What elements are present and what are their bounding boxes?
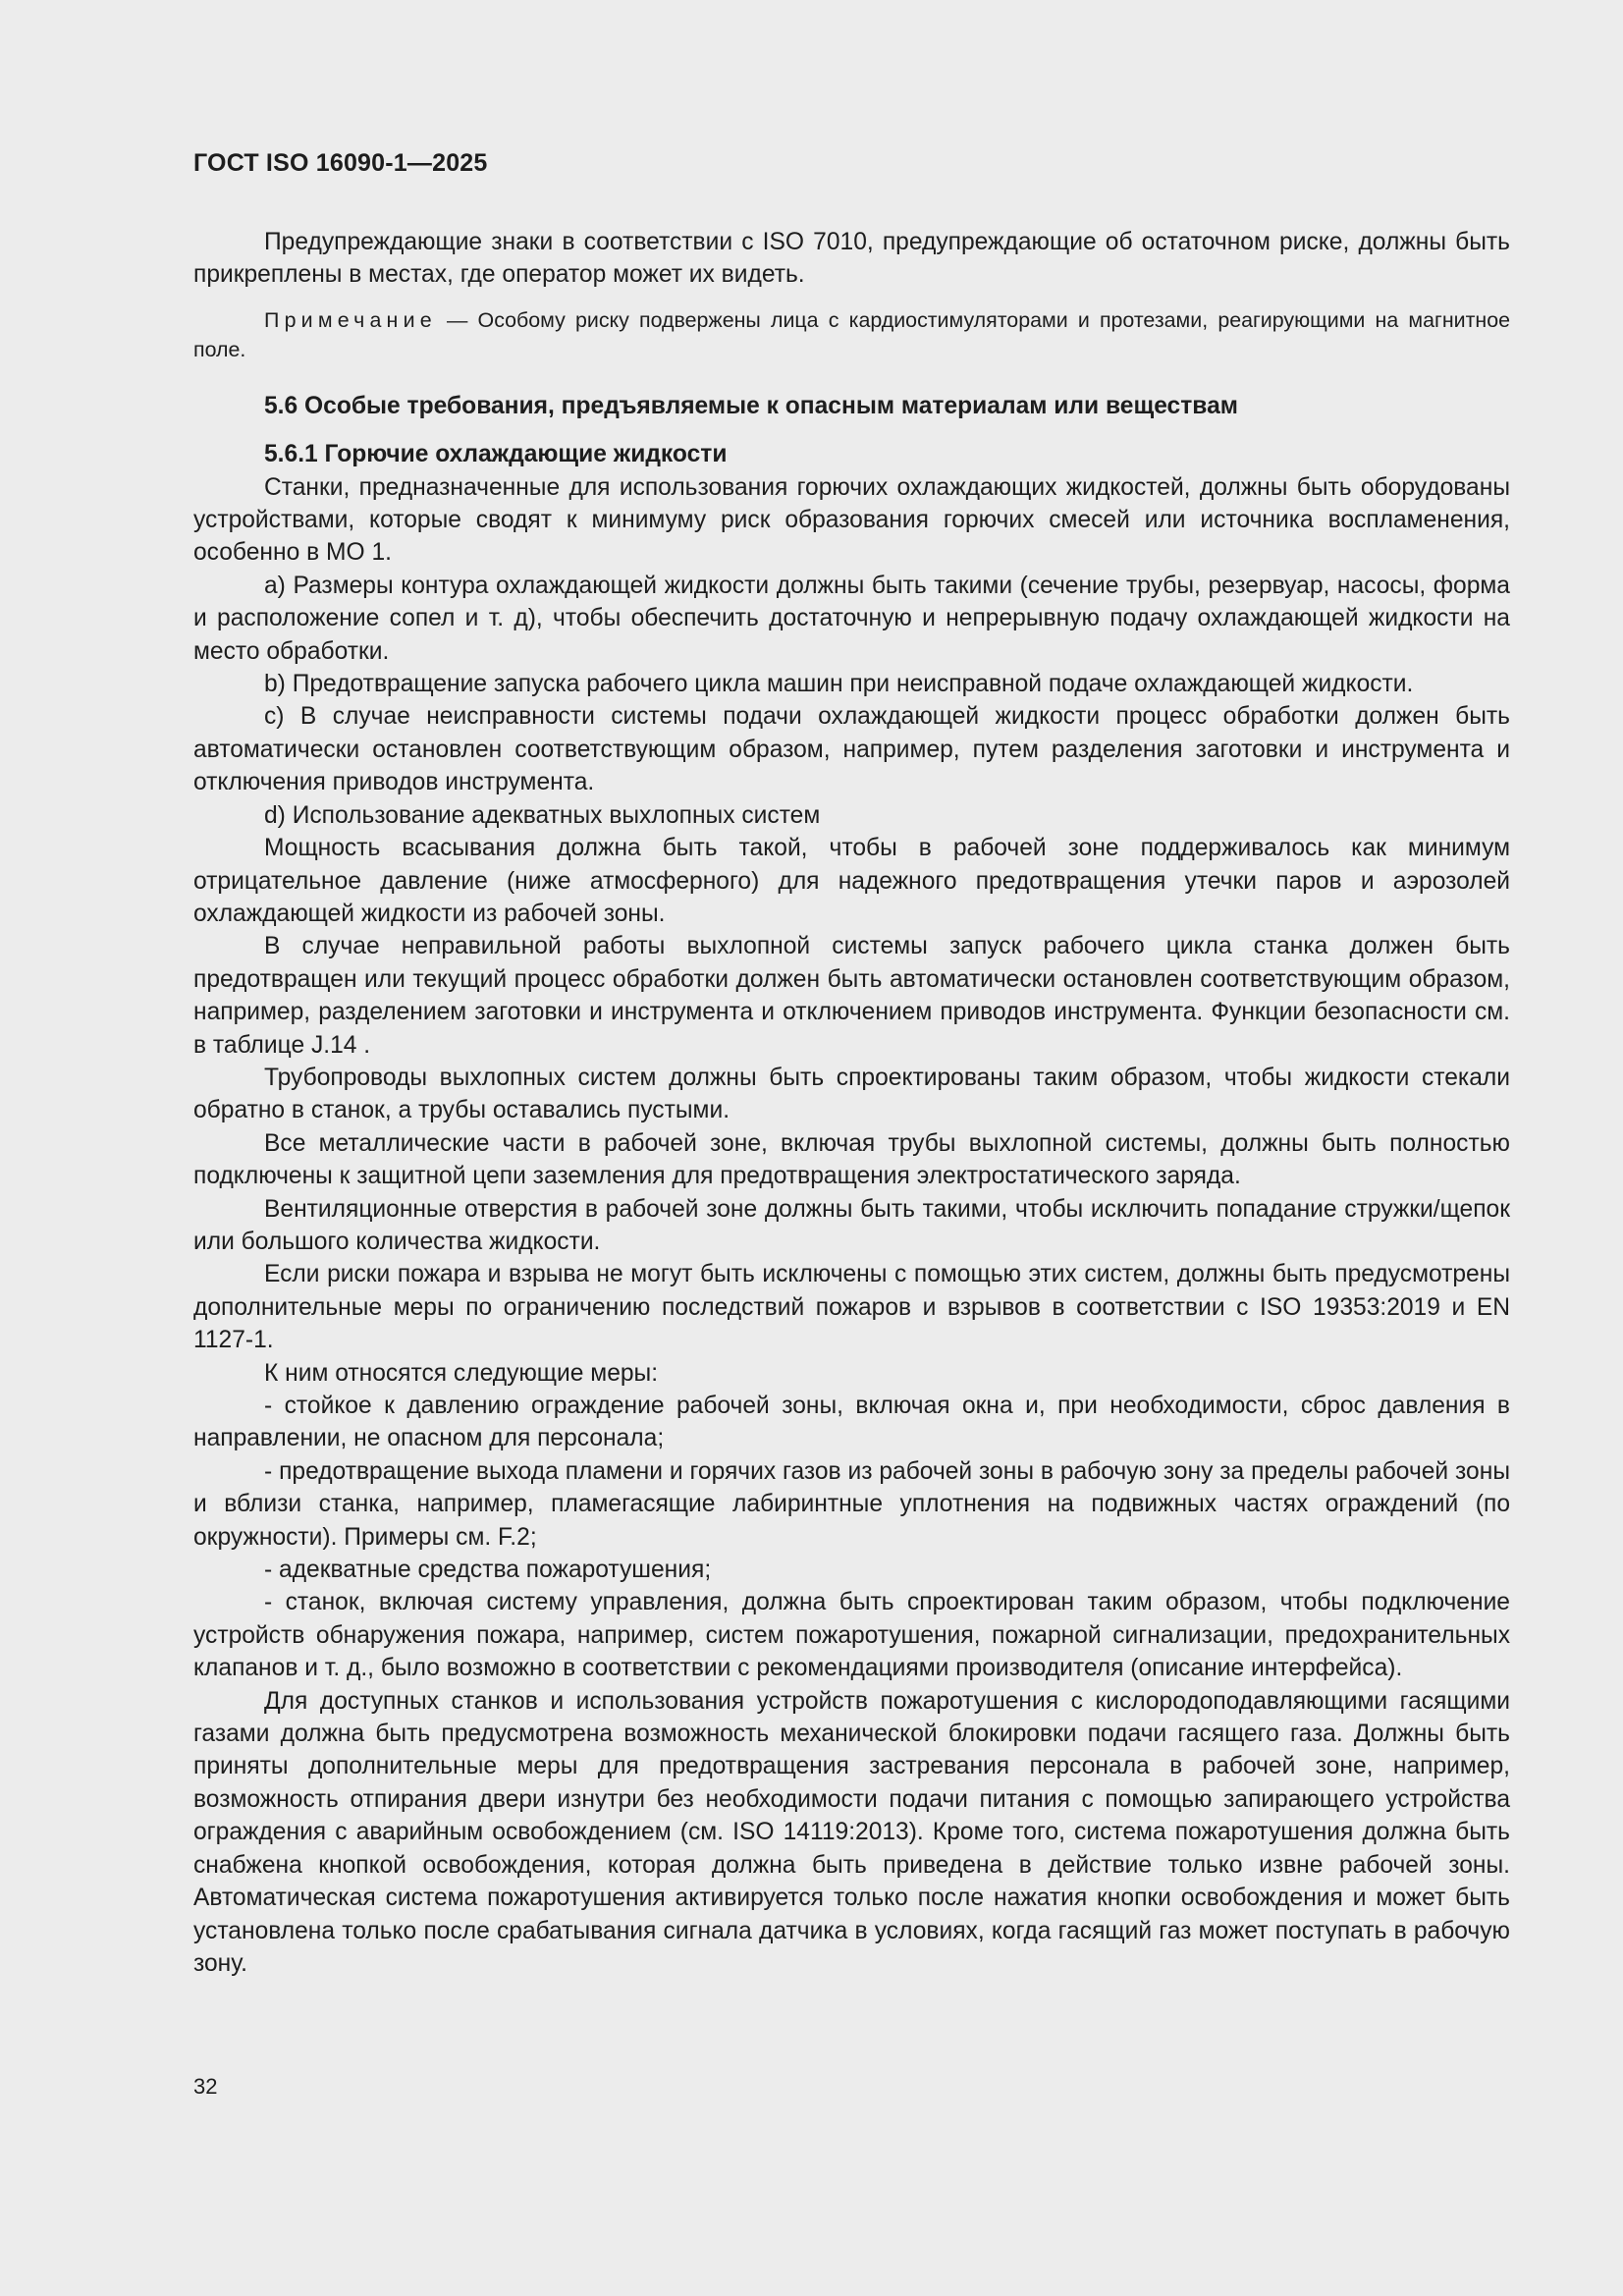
body-paragraph: К ним относятся следующие меры:: [264, 1359, 659, 1387]
body-paragraph: Все металлические части в рабочей зоне, включая трубы выхлопной системы, должны быть полностью подключены к защитной цепи заземления для предотвращения электростатического заряда.: [193, 1129, 1510, 1190]
intro-paragraph: Предупреждающие знаки в соответствии с ISO 7010, предупреждающие об остаточном риске, должны быть прикреплены в местах, где оператор может их видеть.: [193, 229, 1510, 289]
dash-list-item: - предотвращение выхода пламени и горячих газов из рабочей зоны в рабочую зону за пределы рабочей зоны и вблизи станка, например, пламегасящие лабиринтные уплотнения на подвижных частях ограждений (по окружности). Примеры см. F.2;: [193, 1457, 1510, 1551]
dash-list-item: - станок, включая систему управления, должна быть спроектирован таким образом, чтобы подключение устройств обнаружения пожара, например, систем пожаротушения, пожарной сигнализации, предохранительных клапанов и т. д., было возможно в соответствии с рекомендациями производителя (описание интерфейса).: [193, 1589, 1510, 1682]
document-header: ГОСТ ISO 16090-1—2025: [193, 149, 488, 177]
body-paragraph: В случае неправильной работы выхлопной системы запуск рабочего цикла станка должен быть предотвращен или текущий процесс обработки должен быть автоматически остановлен соответствующим образом, например, разделением заготовки и инструмента и отключением приводов инструмента. Функции безопасности см. в таблице J.14 .: [193, 933, 1510, 1059]
note-text: — Особому риску подвержены лица с кардиостимуляторами и протезами, реагирующими на магнитное поле.: [193, 307, 1510, 361]
dash-list-item: - стойкое к давлению ограждение рабочей зоны, включая окна и, при необходимости, сброс давления в направлении, не опасном для персонала;: [193, 1393, 1510, 1452]
section-heading: 5.6 Особые требования, предъявляемые к опасным материалам или веществам: [264, 392, 1238, 419]
body-paragraph: Трубопроводы выхлопных систем должны быть спроектированы таким образом, чтобы жидкости стекали обратно в станок, а трубы оставались пустыми.: [193, 1064, 1510, 1124]
list-item-c: c) В случае неисправности системы подачи охлаждающей жидкости процесс обработки должен быть автоматически остановлен соответствующим образом, например, путем разделения заготовки и инструмента и отключения приводов инструмента.: [193, 703, 1510, 796]
body-paragraph: Для доступных станков и использования устройств пожаротушения с кислородоподавляющими гасящими газами должна быть предусмотрена возможность механической блокировки подачи гасящего газа. Должны быть приняты дополнительные меры для предотвращения застревания персонала в рабочей зоне, например, возможность отпирания двери изнутри без необходимости подачи питания с помощью запирающего устройства ограждения с аварийным освобождением (см. ISO 14119:2013). Кроме того, система пожаротушения должна быть снабжена кнопкой освобождения, которая должна быть приведена в действие только извне рабочей зоны. Автоматическая система пожаротушения активируется только после нажатия кнопки освобождения и может быть установлена только после срабатывания сигнала датчика в условиях, когда гасящий газ может поступать в рабочую зону.: [193, 1687, 1510, 1977]
page-number: 32: [193, 2074, 218, 2099]
subsection-heading: 5.6.1 Горючие охлаждающие жидкости: [264, 441, 728, 468]
body-paragraph: Мощность всасывания должна быть такой, чтобы в рабочей зоне поддерживалось как минимум отрицательное давление (ниже атмосферного) для надежного предотвращения утечки паров и аэрозолей охлаждающей жидкости из рабочей зоны.: [193, 835, 1510, 927]
list-item-a: a) Размеры контура охлаждающей жидкости должны быть такими (сечение трубы, резервуар, насосы, форма и расположение сопел и т. д), чтобы обеспечить достаточную и непрерывную подачу охлаждающей жидкости на место обработки.: [193, 572, 1510, 665]
body-paragraph: Если риски пожара и взрыва не могут быть исключены с помощью этих систем, должны быть предусмотрены дополнительные меры по ограничению последствий пожаров и взрывов в соответствии с ISO 19353:2019 и EN 1127-1.: [193, 1261, 1510, 1354]
note: [193, 305, 1510, 364]
list-item-d: d) Использование адекватных выхлопных систем: [264, 801, 821, 829]
body-paragraph: Вентиляционные отверстия в рабочей зоне должны быть такими, чтобы исключить попадание стружки/щепок или большого количества жидкости.: [193, 1195, 1510, 1255]
note-label: Примечание: [264, 307, 437, 332]
document-body: [193, 226, 1510, 1980]
body-paragraph: Станки, предназначенные для использования горючих охлаждающих жидкостей, должны быть оборудованы устройствами, которые сводят к минимуму риск образования горючих смесей или источника воспламенения, особенно в МО 1.: [193, 473, 1510, 567]
list-item-b: b) Предотвращение запуска рабочего цикла машин при неисправной подаче охлаждающей жидкости.: [264, 671, 1414, 698]
dash-list-item: - адекватные средства пожаротушения;: [264, 1557, 712, 1584]
